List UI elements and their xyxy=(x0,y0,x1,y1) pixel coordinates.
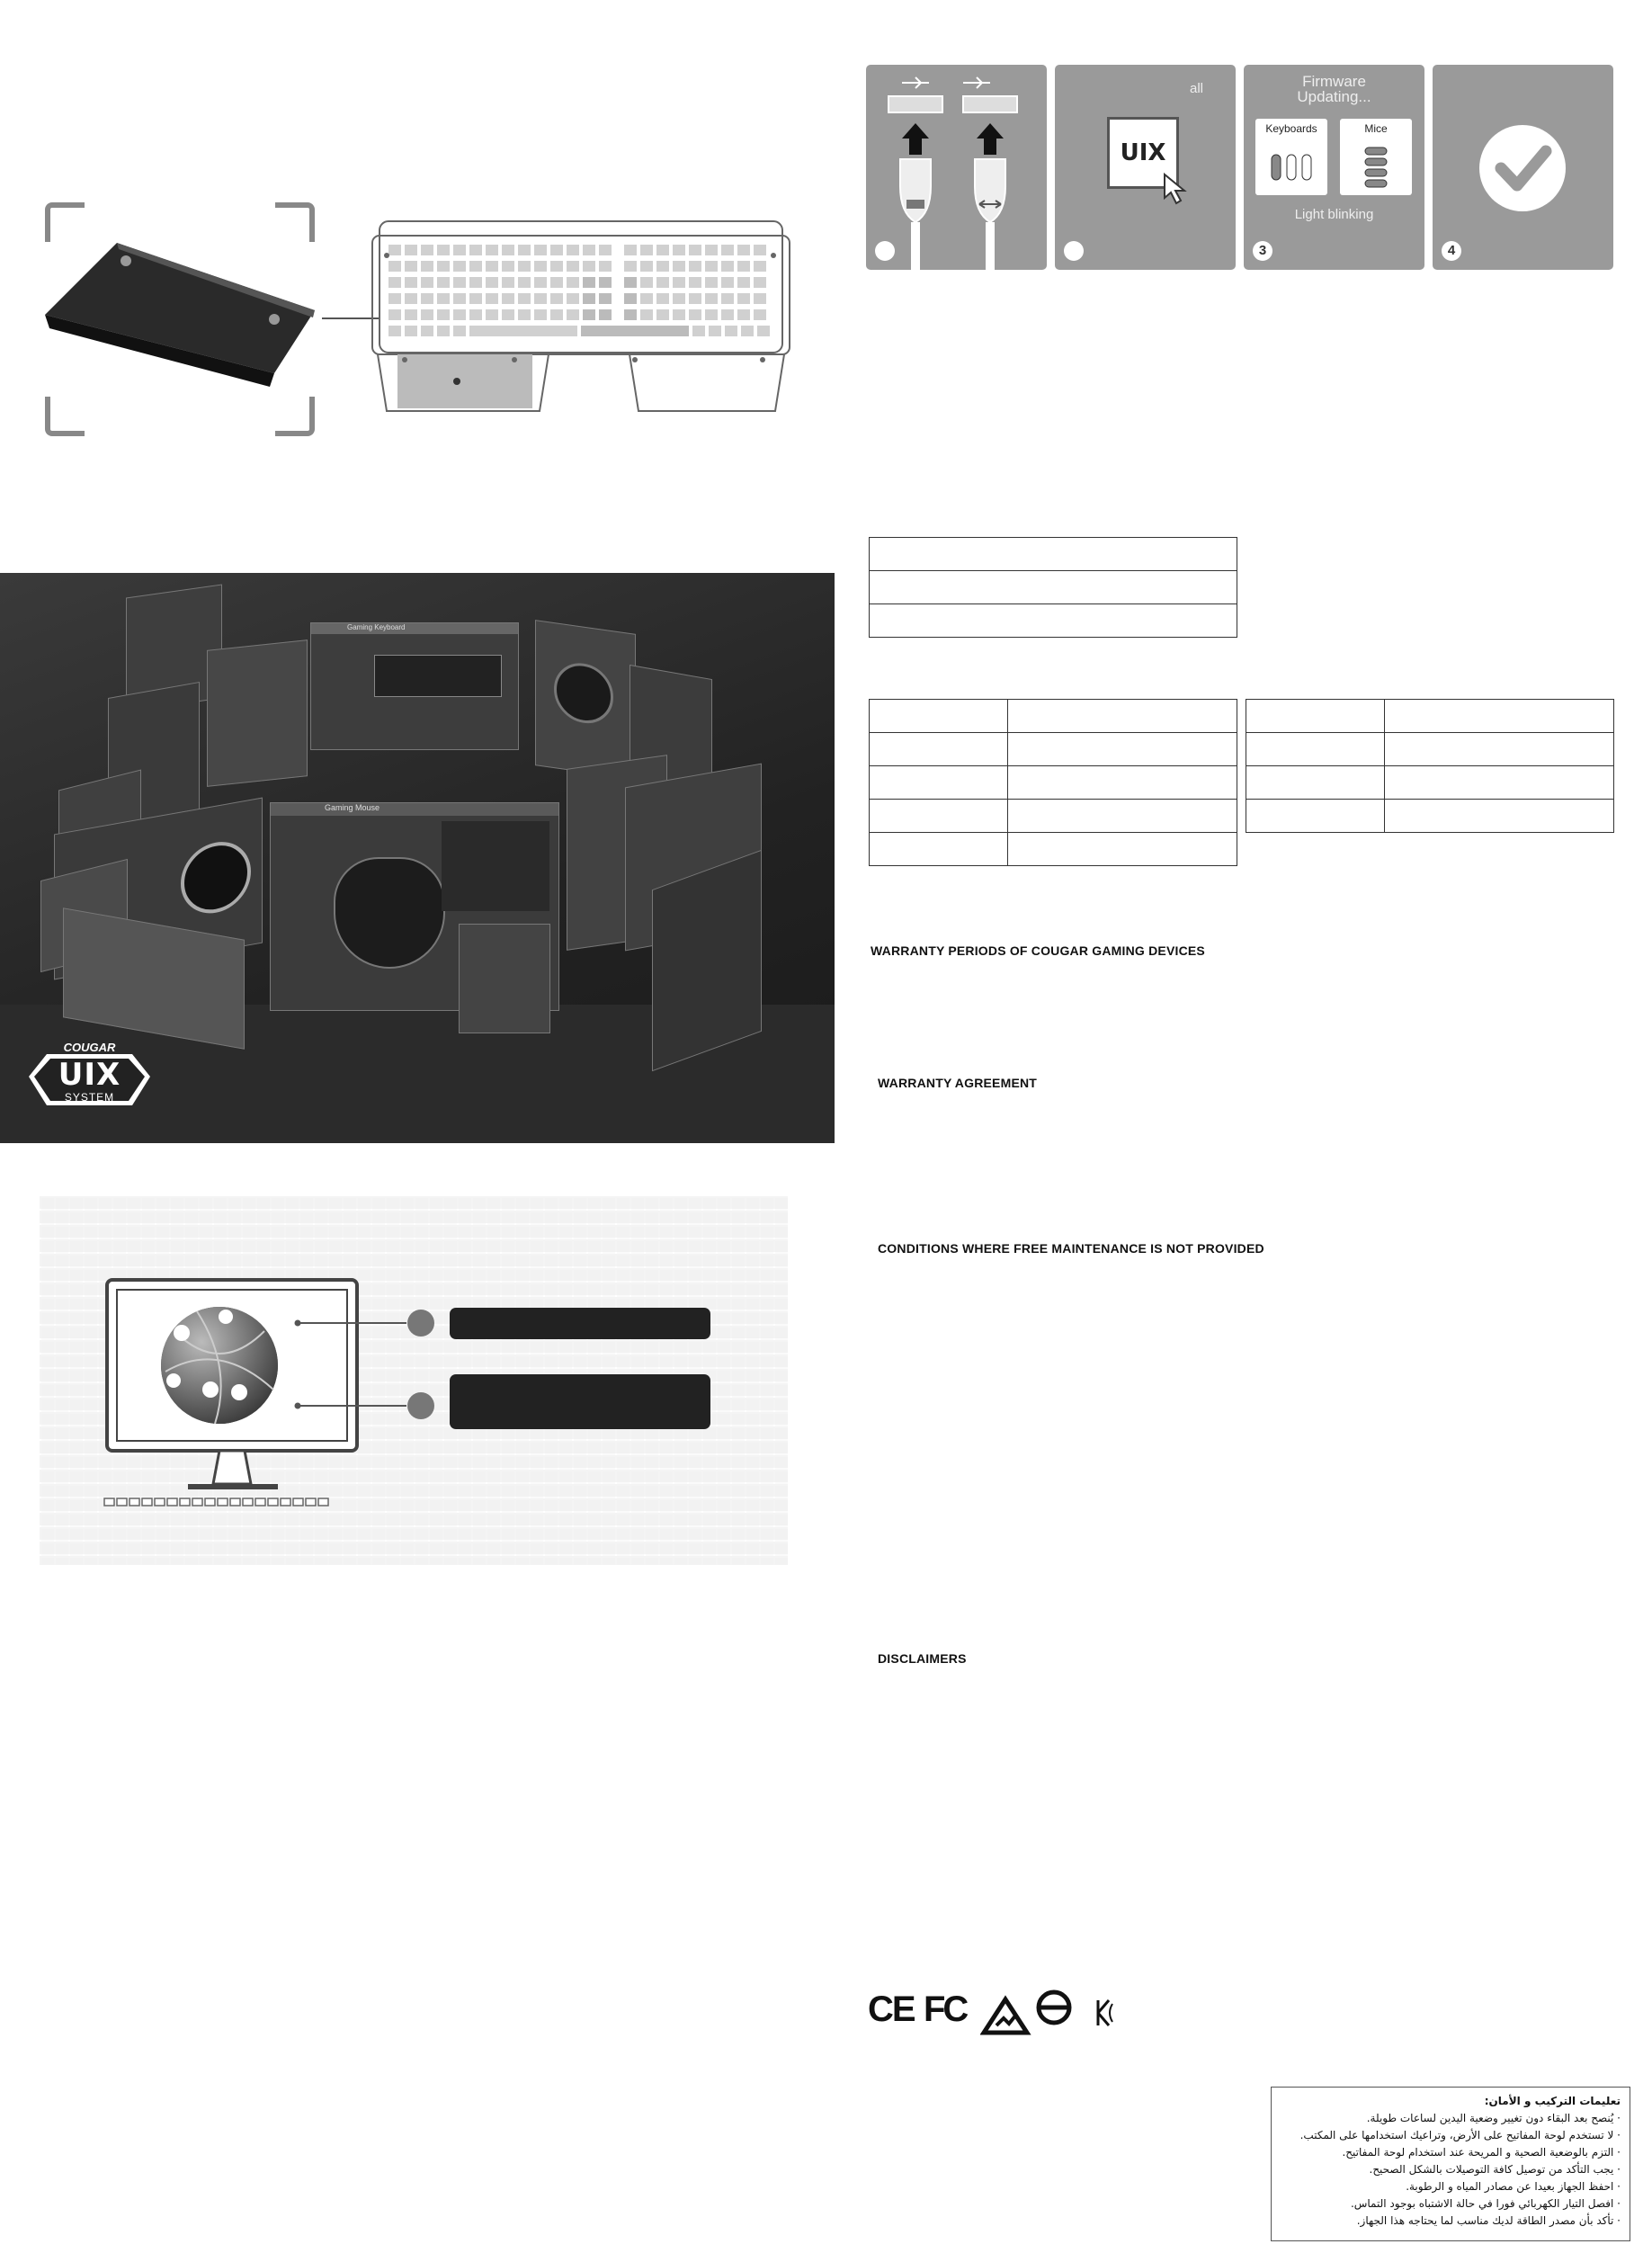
app-titlebar: Gaming Mouse xyxy=(271,803,558,816)
step-card-3 xyxy=(1244,65,1424,270)
arabic-line: · يجب التأكد من توصيل كافة التوصيلات بالشكل الصحيح. xyxy=(1369,2163,1621,2176)
step-number xyxy=(1064,241,1084,261)
arabic-line: · لا تستخدم لوحة المفاتيح على الأرض، وتراعيك استخدامها على المكتب. xyxy=(1299,2129,1621,2141)
warranty-periods-title: WARRANTY PERIODS OF COUGAR GAMING DEVICES xyxy=(871,943,1205,958)
monitor-globe-image xyxy=(40,1196,788,1565)
step-number xyxy=(875,241,895,261)
step-card-4 xyxy=(1433,65,1613,270)
arabic-line: · يُنصح بعد البقاء دون تغيير وضعية اليدين لساعات طويلة. xyxy=(1366,2112,1621,2124)
arabic-line: · احفظ الجهاز بعيدا عن مصادر المياه و الرطوبة. xyxy=(1406,2180,1621,2193)
light-blinking-label: Light blinking xyxy=(1294,207,1374,222)
kc-mark-icon xyxy=(1094,1997,1121,2033)
table-cell xyxy=(870,571,1237,604)
table-top xyxy=(869,537,1237,638)
table-cell xyxy=(870,538,1237,571)
conditions-title: CONDITIONS WHERE FREE MAINTENANCE IS NOT PROVIDED xyxy=(878,1241,1264,1256)
logo-uix: UIX xyxy=(58,1057,121,1093)
mice-label: Mice xyxy=(1364,122,1388,135)
arabic-line: · افصل التيار الكهربائي فورا في حالة الاشتباه بوجود التماس. xyxy=(1350,2197,1621,2210)
logo-system: SYSTEM xyxy=(64,1091,115,1104)
warranty-agreement-title: WARRANTY AGREEMENT xyxy=(878,1076,1038,1090)
table-cell xyxy=(870,604,1237,638)
step-label: all xyxy=(1189,81,1203,96)
usb-plug-illustration xyxy=(866,65,1047,270)
ui-panel-bottom xyxy=(459,924,550,1033)
arabic-title: تعليمات التركيب و الأمان: xyxy=(1484,2095,1621,2107)
disclaimers-title: DISCLAIMERS xyxy=(878,1651,967,1666)
eac-mark-icon xyxy=(1034,1988,1077,2031)
keyboard-image xyxy=(369,218,793,414)
download-illustration xyxy=(40,1196,788,1565)
rcm-mark-icon xyxy=(980,1995,1034,2040)
table-left xyxy=(869,699,1237,866)
firmware-updating-title: Firmware Updating... xyxy=(1297,73,1371,105)
keyboards-label: Keyboards xyxy=(1265,122,1317,135)
uix-banner xyxy=(0,573,835,1143)
globe-icon xyxy=(161,1307,278,1424)
mouse-leds-icon xyxy=(1340,135,1412,189)
mice-panel xyxy=(1340,119,1412,195)
keyboards-panel xyxy=(1255,119,1327,195)
step-card-1 xyxy=(866,65,1047,270)
logo-brand: COUGAR xyxy=(63,1041,116,1054)
ui-panel-keyboard-app xyxy=(310,622,519,750)
usb-icon xyxy=(902,77,990,88)
fcc-mark: FC xyxy=(924,1989,967,2029)
app-titlebar: Gaming Keyboard xyxy=(311,623,518,634)
wrist-rest-image xyxy=(45,202,315,436)
keyboard-leds-icon xyxy=(1255,135,1327,189)
keyboard-diagram xyxy=(369,218,793,414)
keyboard-strip xyxy=(104,1498,328,1506)
step-number: 3 xyxy=(1253,241,1272,261)
certification-marks xyxy=(868,1988,1156,2042)
cursor-icon xyxy=(1161,171,1197,207)
arabic-safety-instructions xyxy=(1271,2087,1630,2241)
step-number: 4 xyxy=(1442,241,1461,261)
ui-panel xyxy=(535,620,636,780)
wrist-rest-illustration xyxy=(45,202,315,436)
step-card-2 xyxy=(1055,65,1236,270)
uix-logo-text: UIX xyxy=(1120,139,1166,166)
ui-panel xyxy=(207,639,308,787)
cougar-uix-logo xyxy=(29,1041,150,1113)
ce-mark: CE xyxy=(868,1989,915,2029)
arabic-line: · التزم بالوضعية الصحية و المريحة عند استخدام لوحة المفاتيح. xyxy=(1342,2146,1621,2159)
table-right xyxy=(1246,699,1614,833)
arabic-line: · تأكد بأن مصدر الطاقة لديك مناسب لما يحتاجه هذا الجهاز. xyxy=(1356,2214,1621,2227)
checkmark-icon xyxy=(1433,65,1613,270)
